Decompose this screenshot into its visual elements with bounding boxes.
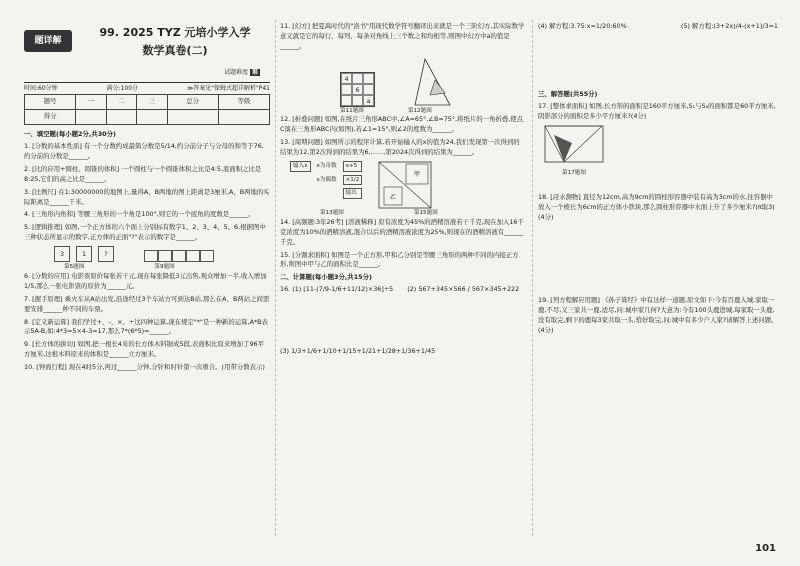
score-table-row bbox=[25, 110, 270, 125]
calc-16-5: (5) 解方程:(3+2x)/4-(x+1)/3=1 bbox=[680, 22, 778, 30]
question-18: 18. [浸水测物] 直径为12cm,高为9cm的圆柱形容器中装有高为3cm的水,往容器中放入一个棱长为6cm的正方体小铁块,那么圆柱形容器中水面上升了多少厘米?(π取3)(4分) bbox=[538, 193, 775, 222]
score-cell: 一 bbox=[76, 95, 106, 110]
question-11: 11. [幻方] 把夏禹时代的"洛书"用现代数学符号翻译出来就是一个三阶幻方,其实际数学意义就是它的每行、每列、每条对角线上三个数之和均相等,则图中幻方中a的值是______。 bbox=[280, 22, 525, 50]
beam-segment bbox=[158, 250, 172, 262]
question-6: 6. [分数的应用] 电影票原价每张若干元,现在每张降低3元出售,观众增加一半,收入增加1/5,那么一张电影票的原价为______元。 bbox=[24, 271, 267, 290]
brand-logo: 题详解 bbox=[24, 30, 72, 52]
question-10: 10. [钟面行程] 现在4时5分,再过______分钟,分针和时针第一次重合。(用带分数表示) bbox=[24, 363, 265, 372]
fig-captions-3 bbox=[320, 209, 525, 218]
score-cell: 三 bbox=[137, 95, 167, 110]
page-number: 101 bbox=[755, 542, 776, 554]
flow-even: x为偶数 bbox=[316, 176, 337, 183]
fig11-label: 第11题图 bbox=[340, 107, 364, 114]
question-13: 13. [周期问题] 如图所示的程序计算,若开始输入的x的值为24,我们发现第一次得到的结果为12,第2次得到的结果为6,……,第2024次得到的结果为______。 bbox=[280, 138, 520, 157]
calc-16-1: 16. (1) [11-(7/9-1/6+11/12)×36]÷5 bbox=[280, 285, 394, 294]
score-table bbox=[24, 94, 270, 125]
magic-cell bbox=[341, 84, 352, 95]
figures-11-12 bbox=[340, 55, 525, 107]
exam-full-score: 满分:100分 bbox=[106, 85, 139, 92]
fig13-label: 第13题图 bbox=[320, 210, 344, 217]
column-1 bbox=[24, 128, 270, 376]
section-2-title: 二、计算题(每小题3分,共15分) bbox=[280, 273, 372, 282]
beam-segment bbox=[172, 250, 186, 262]
section-3-title: 三、解答题(共55分) bbox=[538, 89, 598, 98]
magic-cell: 6 bbox=[352, 84, 363, 95]
fig17-label: 第17题图 bbox=[562, 169, 586, 176]
question-12: 12. [折叠问题] 如图,在纸片三角形ABC中,∠A=65°,∠B=75°,将纸片的一角折叠,使点C落在三角形ABC内(如图),若∠1=15°,则∠2的度数为______。 bbox=[280, 115, 524, 134]
cube-3: ? bbox=[98, 246, 114, 262]
magic-cell bbox=[363, 73, 374, 84]
exam-meta bbox=[24, 82, 270, 93]
calc-16-2: (2) 567+345×566 / 567×345+222 bbox=[407, 285, 520, 294]
exam-title: 99. 2025 TYZ 元培小学入学 bbox=[99, 26, 251, 39]
question-17: 17. [整体求面积] 如图,长方形的面积是160平方厘米,S₁与S₂的面积都是60平方厘米,阴影部分的面积是多少平方厘米?(4分) bbox=[538, 101, 776, 120]
label-yi: 乙 bbox=[390, 194, 397, 202]
score-cell[interactable] bbox=[76, 110, 106, 125]
question-2: 2. [比的应用+圆柱、圆锥的体积] 一个圆柱与一个圆锥体积之比是4:5,底面积之比是8:25,它们的高之比是______。 bbox=[24, 164, 262, 183]
question-7: 7. [握手原理] 乘火车从A站出发,沿途经过3个车站方可到达B站,那么在A、B两站之间需要安排______种不同的车票。 bbox=[24, 294, 270, 313]
difficulty-value: 难 bbox=[251, 69, 258, 76]
section-1-title: 一、填空题(每小题2分,共30分) bbox=[24, 130, 116, 138]
exam-time: 时间:60分钟 bbox=[24, 85, 58, 92]
score-cell: 题号 bbox=[25, 95, 76, 110]
figures-13-15 bbox=[290, 161, 525, 209]
fig12-label: 第12题图 bbox=[407, 107, 432, 114]
rectangle-figure bbox=[544, 125, 604, 165]
calc-row-1 bbox=[280, 285, 525, 295]
score-cell: 得分 bbox=[25, 110, 76, 125]
beam-segment bbox=[186, 250, 200, 262]
magic-cell bbox=[341, 95, 352, 106]
beam-segment bbox=[200, 250, 214, 262]
column-3 bbox=[538, 22, 778, 339]
fig15-label: 第15题图 bbox=[413, 210, 438, 217]
answer-ref: ≫答案见"保姆式超详解析"P41 bbox=[186, 85, 270, 92]
column-divider-2 bbox=[532, 20, 533, 536]
magic-square bbox=[340, 72, 375, 107]
calc-row-2 bbox=[538, 22, 778, 32]
question-9: 9. [长方体的拼切] 如图,把一根长4米的长方体木料锯成5段,表面积比原来增加了96平方厘米,这根木料原来的体积是______立方厘米。 bbox=[24, 340, 264, 359]
score-cell[interactable] bbox=[106, 110, 136, 125]
flowchart bbox=[290, 161, 362, 199]
figures-5-9 bbox=[54, 246, 270, 262]
score-cell: 总分 bbox=[167, 95, 218, 110]
question-19: 19. [列方程解应用题] 《孙子算经》中有这样一道题,原文如下:今有百鹿入城,家取一鹿,不尽,又三家共一鹿,适尽,问:城中家几何?大意为:今有100头鹿进城,每家取一头鹿,没有取完,剩下的鹿每3家共取一头,恰好取完,问:城中有多少户人家?请解答上述问题。(4分) bbox=[538, 296, 778, 334]
flow-add5: x+5 bbox=[343, 161, 363, 172]
score-cell[interactable] bbox=[167, 110, 218, 125]
fig9-label: 第9题图 bbox=[154, 264, 175, 271]
score-table-header bbox=[25, 95, 270, 110]
question-14: 14. [高频题:3年26考] [溶液稀释] 原有浓度为45%的酒精溶液若干千克,现在加入16千克浓度为10%的酒精溶液,混合以后的酒精溶液浓度为25%,则现在的酒精溶液有______千克。 bbox=[280, 217, 524, 246]
triangle-fold-figure bbox=[405, 55, 455, 107]
magic-cell bbox=[352, 73, 363, 84]
score-cell[interactable] bbox=[218, 110, 269, 125]
square-partition-figure bbox=[378, 161, 432, 209]
question-8: 8. [定义新运算] 我们学过+、-、×、÷这四种运算,现在规定"*"是一种新的运算,A*B表示5A-B,如:4*3=5×4-3=17,那么7*(6*5)=______。 bbox=[24, 317, 268, 336]
calc-16-3: (3) 1/3+1/6+1/10+1/15+1/21+1/28+1/36+1/45 bbox=[280, 347, 436, 356]
flow-output: 输出 bbox=[343, 188, 363, 199]
score-cell: 二 bbox=[106, 95, 136, 110]
difficulty-label: 试题难度 bbox=[224, 69, 249, 76]
fig-captions-1 bbox=[64, 263, 270, 272]
exam-subtitle: 数学真卷(二) bbox=[142, 44, 208, 57]
magic-cell: a bbox=[363, 95, 374, 106]
magic-cell bbox=[352, 95, 363, 106]
magic-cell bbox=[363, 84, 374, 95]
question-15: 15. [分割求面积] 如图是一个正方形,甲和乙分别是等腰三角形的两种不同的内接正方形,则图中甲与乙的面积比是______。 bbox=[280, 250, 519, 269]
cube-2: 1 bbox=[76, 246, 92, 262]
difficulty bbox=[224, 68, 260, 77]
question-3: 3. [比例尺] 在1:30000000的地图上,量得A、B两地的图上距离是3厘米,A、B两地的实际距离是______千米。 bbox=[24, 187, 270, 206]
magic-cell: 4 bbox=[341, 73, 352, 84]
cube-1: 3 bbox=[54, 246, 70, 262]
column-2 bbox=[280, 22, 525, 360]
fig5-label: 第5题图 bbox=[64, 264, 85, 271]
score-cell: 等级 bbox=[218, 95, 269, 110]
beam-segment bbox=[144, 250, 158, 262]
question-5: 5. [逻辑推理] 如图,一个正方体的六个面上分别标有数字1、2、3、4、5、6,根据图中三种状态所显示的数字,正方体的正面"?"表示的数字是______。 bbox=[24, 223, 266, 242]
flow-odd: x为奇数 bbox=[316, 163, 337, 170]
calc-16-4: (4) 解方程:3.75:x=1/20:60% bbox=[538, 22, 627, 30]
flow-half: ×1/2 bbox=[343, 175, 363, 186]
column-divider-1 bbox=[275, 20, 276, 536]
wood-beam bbox=[144, 250, 214, 262]
score-cell[interactable] bbox=[137, 110, 167, 125]
flow-input: 输入x bbox=[290, 161, 311, 172]
label-jia: 甲 bbox=[414, 171, 421, 179]
question-1: 1. [分数的基本性质] 有一个分数约成最简分数是5/14,约分前分子与分母的和等于76,约分前的分数是______。 bbox=[24, 141, 264, 160]
question-4: 4. [三角形内角和] 等腰三角形的一个角是100°,则它的一个底角的度数是______。 bbox=[24, 210, 255, 219]
